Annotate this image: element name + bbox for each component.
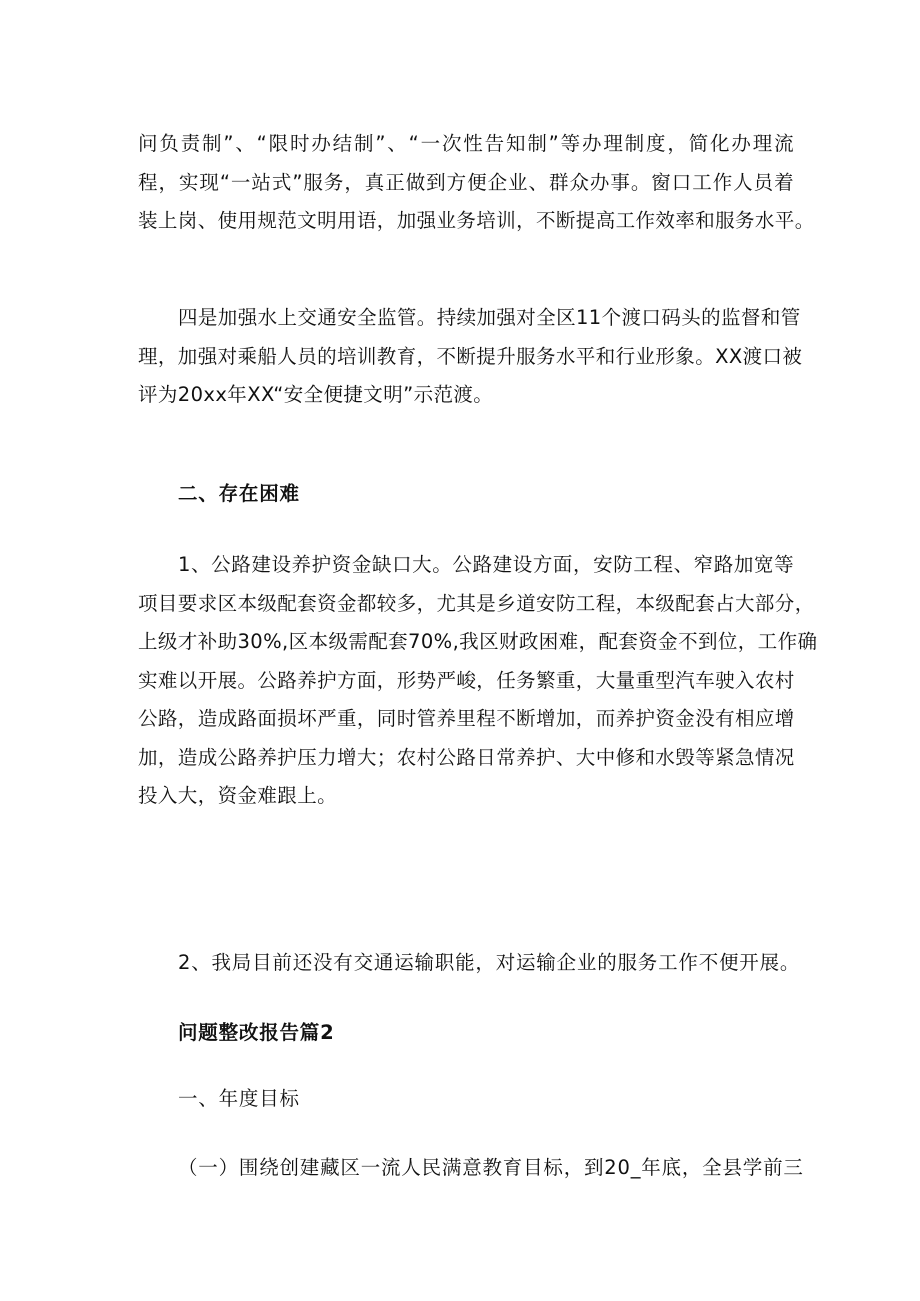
text-line: 项目要求区本级配套资金都较多，尤其是乡道安防工程，本级配套占大部分， <box>138 591 815 615</box>
text-line: 四是加强水上交通安全监管。持续加强对全区11个渡口码头的监督和管 <box>178 306 801 329</box>
text-line: 程，实现“一站式”服务，真正做到方便企业、群众办事。窗口工作人员着 <box>138 170 794 194</box>
text-line: 装上岗、使用规范文明用语，加强业务培训，不断提高工作效率和服务水平。 <box>138 209 815 232</box>
text-line: 实难以开展。公路养护方面，形势严峻，任务繁重，大量重型汽车驶入农村 <box>138 668 795 692</box>
paragraph-road-funding <box>138 546 818 816</box>
text-line: 问负责制”、“限时办结制”、“一次性告知制”等办理制度，简化办理流 <box>138 132 794 155</box>
text-line: 投入大，资金难跟上。 <box>138 784 338 807</box>
section-heading-difficulties: 二、存在困难 <box>178 482 300 505</box>
text-line: 1、公路建设养护资金缺口大。公路建设方面，安防工程、窄路加宽等 <box>178 553 794 576</box>
report-title-part2: 问题整改报告篇2 <box>178 1021 335 1044</box>
text-line: 评为20xx年XX“安全便捷文明”示范渡。 <box>138 383 494 406</box>
paragraph-education-goal: （一）围绕创建藏区一流人民满意教育目标，到20_年底，全县学前三 <box>178 1156 804 1179</box>
section-heading-annual-goals: 一、年度目标 <box>178 1087 300 1110</box>
text-line: 上级才补助30%,区本级需配套70%,我区财政困难，配套资金不到位，工作确 <box>138 630 818 653</box>
paragraph-water-safety <box>138 299 803 415</box>
paragraph-transport-function: 2、我局目前还没有交通运输职能，对运输企业的服务工作不便开展。 <box>178 951 801 974</box>
paragraph-service-system <box>138 125 815 241</box>
text-line: 理，加强对乘船人员的培训教育，不断提升服务水平和行业形象。XX渡口被 <box>138 344 803 368</box>
text-line: 加，造成公路养护压力增大；农村公路日常养护、大中修和水毁等紧急情况 <box>138 745 795 769</box>
text-line: 公路，造成路面损坏严重，同时管养里程不断增加，而养护资金没有相应增 <box>138 707 795 730</box>
